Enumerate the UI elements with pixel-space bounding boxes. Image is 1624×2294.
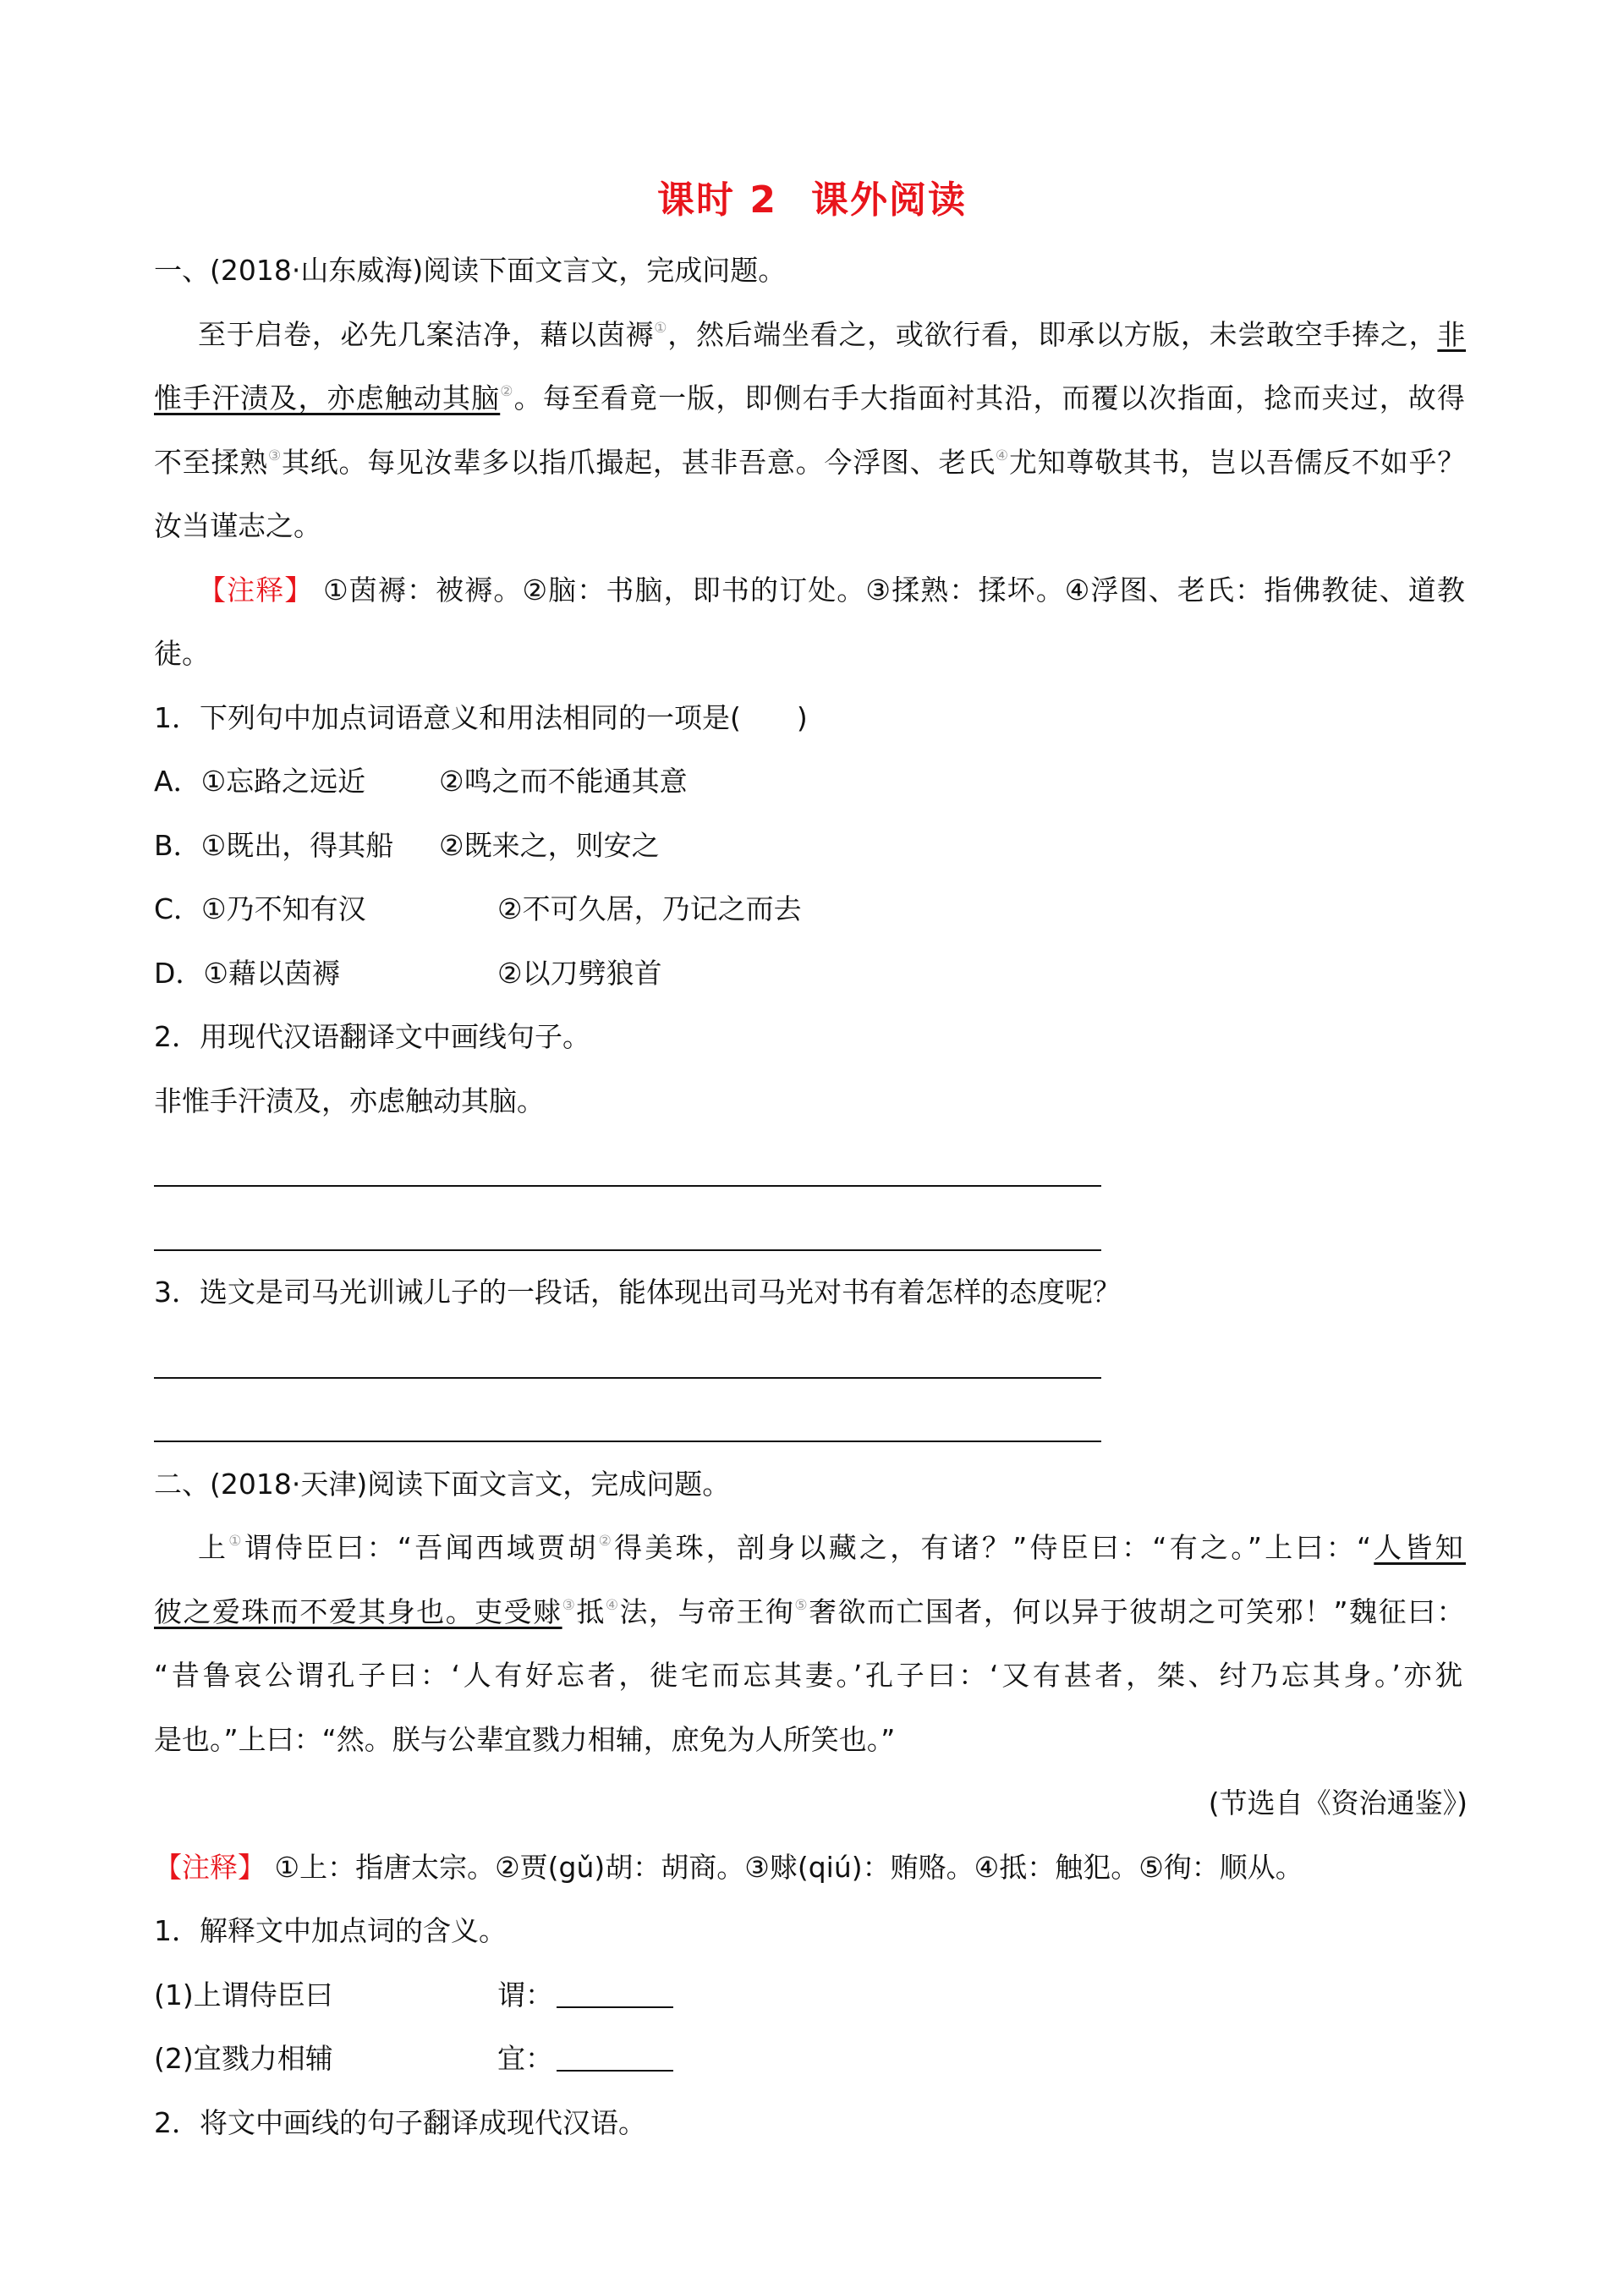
blank-item-text: (1)上谓侍臣曰 xyxy=(154,1978,333,2011)
question-2: 2．用现代汉语翻译文中画线句子。 xyxy=(154,1020,590,1053)
annotation-label: 【注释】 xyxy=(198,573,314,606)
blank-label: 谓： xyxy=(497,1978,553,2011)
footnote-marker: ① xyxy=(654,319,668,337)
passage-text: 。每至看竟一版，即侧右手大指面衬其沿，而覆以次指面，捻而夹过，故得 xyxy=(513,381,1467,414)
footnote-marker: ② xyxy=(598,1533,615,1550)
passage-line xyxy=(154,366,1468,431)
blank-field[interactable] xyxy=(557,1981,673,2008)
answer-line[interactable] xyxy=(154,1133,1101,1187)
passage-line xyxy=(154,1516,1468,1580)
page-title xyxy=(0,169,1624,223)
footnote-marker: ② xyxy=(500,383,514,400)
passage-text: 是也。”上曰：“然。朕与公辈宜戮力相辅，庶免为人所笑也。” xyxy=(154,1722,896,1756)
annotation xyxy=(154,1836,1468,1900)
underlined-text: 惟手汗渍及，亦虑触动其脑 xyxy=(154,381,501,414)
blank-field-group xyxy=(497,2042,673,2075)
option-d[interactable] xyxy=(154,941,1468,1006)
passage-text: 上 xyxy=(198,1531,229,1564)
passage-text: 汝当谨志之。 xyxy=(154,509,321,542)
passage-text: “昔鲁哀公谓孔子曰：‘人有好忘者，徙宅而忘其妻。’孔子曰：‘又有甚者，桀、纣乃忘其身。’亦犹 xyxy=(154,1659,1466,1692)
title-topic: 课外阅读 xyxy=(810,178,967,222)
passage-line xyxy=(154,431,1468,495)
blank-item xyxy=(154,2027,1468,2091)
passage-text: 尤知尊敬其书，岂以吾儒反不如乎？ xyxy=(1008,445,1467,479)
option-text: C．①乃不知有汉 xyxy=(154,892,366,925)
blank-label: 宜： xyxy=(497,2042,553,2075)
passage-text: 得美珠，剖身以藏之，有诸？”侍臣曰：“有之。”上曰：“ xyxy=(614,1531,1374,1564)
question-1: 1．解释文中加点词的含义。 xyxy=(154,1914,507,1947)
source-citation: (节选自《资治通鉴》) xyxy=(1208,1786,1468,1819)
footnote-marker: ⑤ xyxy=(794,1596,809,1614)
annotation xyxy=(154,558,1468,623)
question-1: 1．下列句中加点词语意义和用法相同的一项是( ) xyxy=(154,700,808,734)
passage-line xyxy=(154,494,1468,558)
passage-line xyxy=(154,1580,1468,1644)
passage-text: 奢欲而亡国者，何以异于彼胡之可笑邪！”魏征曰： xyxy=(809,1594,1467,1628)
option-c[interactable] xyxy=(154,877,1468,941)
passage-line xyxy=(154,1708,1468,1772)
option-text: D．①藉以茵褥 xyxy=(154,956,340,990)
passage-text: 至于启卷，必先几案洁净，藉以茵褥 xyxy=(198,317,655,351)
annotation-text: ①上：指唐太宗。②贾(gǔ)胡：胡商。③赇(qiú)：贿赂。④抵：触犯。⑤徇：顺从。 xyxy=(274,1850,1303,1884)
passage-line xyxy=(154,1644,1468,1708)
option-text: B．①既出，得其船 xyxy=(154,828,394,862)
passage-text: 法，与帝王徇 xyxy=(619,1594,795,1628)
option-text: A．①忘路之远近 xyxy=(154,765,366,798)
passage-text: 其纸。每见汝辈多以指爪撮起，甚非吾意。今浮图、老氏 xyxy=(282,445,996,479)
footnote-marker: ④ xyxy=(605,1596,620,1614)
footnote-marker: ③ xyxy=(562,1596,577,1614)
passage-text: 不至揉熟 xyxy=(154,445,269,479)
option-a[interactable] xyxy=(154,749,1468,814)
underlined-text: 人皆知 xyxy=(1374,1531,1466,1564)
option-text: ②鸣之而不能通其意 xyxy=(439,765,688,798)
option-text: ②既来之，则安之 xyxy=(439,828,660,862)
question-2-sentence: 非惟手汗渍及，亦虑触动其脑。 xyxy=(154,1084,545,1117)
option-text: ②以刀劈狼首 xyxy=(497,956,662,990)
annotation-text: ①茵褥：被褥。②脑：书脑，即书的订处。③揉熟：揉坏。④浮图、老氏：指佛教徒、道教 xyxy=(323,573,1466,606)
blank-field-group xyxy=(497,1978,673,2011)
option-text: ②不可久居，乃记之而去 xyxy=(497,892,802,925)
blank-field[interactable] xyxy=(557,2044,673,2072)
annotation-label: 【注释】 xyxy=(154,1850,266,1884)
blank-item-text: (2)宜戮力相辅 xyxy=(154,2042,333,2075)
passage-text: 抵 xyxy=(576,1594,606,1628)
underlined-text: 彼之爱珠而不爱其身也。吏受赇 xyxy=(154,1594,562,1628)
answer-line[interactable] xyxy=(154,1197,1101,1251)
option-b[interactable] xyxy=(154,814,1468,878)
question-2: 2．将文中画线的句子翻译成现代汉语。 xyxy=(154,2105,646,2139)
passage-text: ，然后端坐看之，或欲行看，即承以方版，未尝敢空手捧之， xyxy=(667,317,1438,351)
passage-line xyxy=(154,303,1468,367)
question-3: 3．选文是司马光训诫儿子的一段话，能体现出司马光对书有着怎样的态度呢？ xyxy=(154,1276,1121,1309)
title-lesson: 课时 2 xyxy=(657,178,777,222)
footnote-marker: ③ xyxy=(268,447,283,464)
document-body xyxy=(154,239,1468,2154)
passage-text: 谓侍臣曰：“吾闻西域贾胡 xyxy=(244,1531,599,1564)
answer-line[interactable] xyxy=(154,1388,1101,1442)
footnote-marker: ④ xyxy=(995,447,1009,464)
section-2-heading: 二、(2018·天津)阅读下面文言文，完成问题。 xyxy=(154,1467,731,1501)
annotation-cont: 徒。 xyxy=(154,637,210,670)
blank-item xyxy=(154,1963,1468,2028)
section-1-heading: 一、(2018·山东威海)阅读下面文言文，完成问题。 xyxy=(154,254,787,287)
underlined-text: 非 xyxy=(1437,317,1467,351)
footnote-marker: ① xyxy=(228,1533,244,1550)
answer-line[interactable] xyxy=(154,1325,1101,1379)
